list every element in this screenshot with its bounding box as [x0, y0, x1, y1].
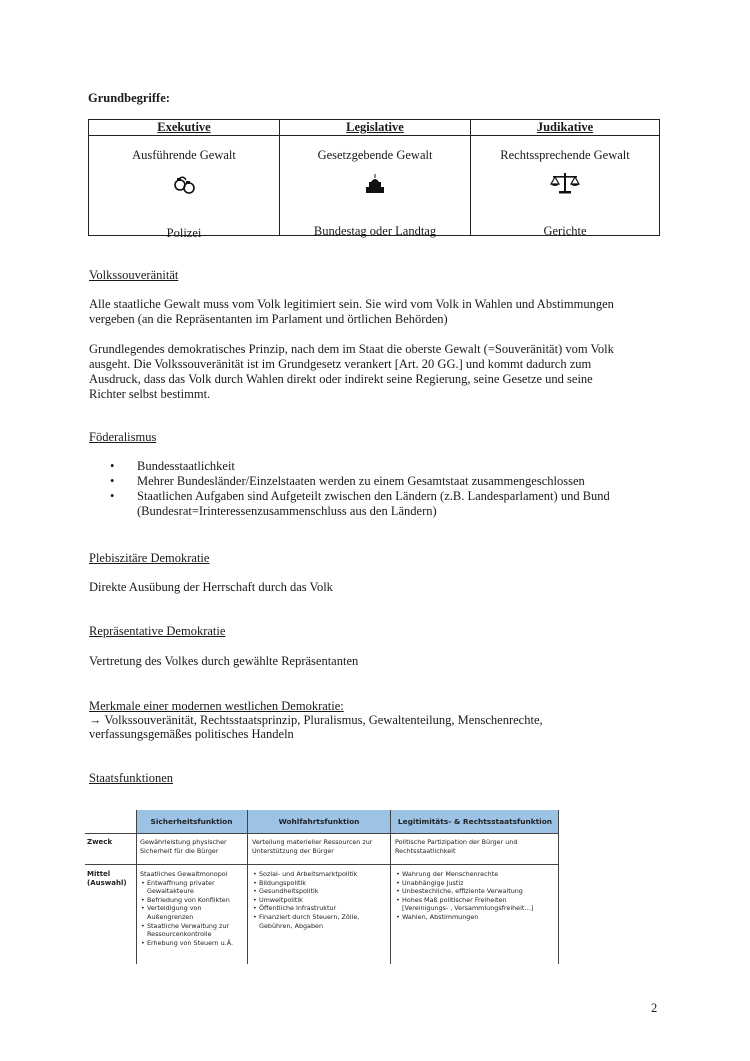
- mittel-wohlfahrt: [252, 870, 388, 930]
- volkssouveraenitaet-paragraph-1: [89, 297, 669, 327]
- handcuffs-icon: [89, 170, 279, 196]
- cell-text: Sicherheit für die Bürger: [140, 846, 219, 855]
- list-item: [259, 904, 388, 913]
- cell-text: • Bildungspolitik: [259, 878, 306, 887]
- cell-text: Staatliches Gewaltmonopol: [140, 870, 228, 878]
- row-label-zweck: Zweck: [87, 838, 113, 846]
- list-item-text: • Staatlichen Aufgaben sind Aufgeteilt zwischen den Ländern (z.B. Landesparlament) und Bund: [137, 489, 610, 503]
- cell-text: • Gesundheitspolitik: [259, 887, 319, 896]
- cell-text: • Finanziert durch Steuern, Zölle,: [259, 912, 360, 921]
- merkmale-line-2: verfassungsgemäßes politisches Handeln: [89, 727, 294, 741]
- merkmale-heading: Merkmale einer modernen westlichen Demokratie:: [89, 699, 344, 713]
- cell-text: Außengrenzen: [147, 912, 194, 921]
- header-sicherheitsfunktion: Sicherheitsfunktion: [136, 810, 247, 833]
- repraesentativ-heading: Repräsentative Demokratie: [89, 624, 226, 638]
- list-item: [110, 459, 670, 474]
- table-divider: [85, 833, 559, 834]
- list-item: [147, 939, 246, 948]
- cell-text: • Verteidigung von: [147, 904, 202, 913]
- list-item: [110, 489, 670, 519]
- cell-text: • Befriedung von Konflikten: [147, 895, 230, 904]
- cell-text: • Öffentliche Infrastruktur: [259, 904, 337, 913]
- table-header-legislative: Legislative: [279, 120, 470, 136]
- list-item: [259, 870, 388, 879]
- legislative-description: Gesetzgebende Gewalt: [317, 148, 433, 162]
- cell-text: [Vereinigungs- , Versammlungsfreiheit…]: [402, 904, 534, 913]
- list-item: [402, 879, 557, 888]
- mittel-sicherheit: [140, 870, 246, 947]
- volkssouveraenitaet-heading: Volkssouveränität: [89, 268, 179, 282]
- volkssouveraenitaet-paragraph-2: [89, 342, 669, 402]
- row-label-mittel: [87, 870, 127, 888]
- cell-text: • Wahrung der Menschenrechte: [402, 870, 499, 878]
- header-wohlfahrtsfunktion: Wohlfahrtsfunktion: [248, 810, 390, 833]
- exekutive-description: Ausführende Gewalt: [132, 148, 236, 162]
- cell-text: • Hohes Maß politischer Freiheiten: [402, 895, 507, 904]
- cell-text: • Entwaffnung privater: [147, 878, 215, 887]
- table-divider: [85, 864, 559, 865]
- table-header-exekutive: Exekutive: [89, 120, 279, 136]
- exekutive-example: Polizei: [166, 226, 202, 240]
- cell-text: Gewährleistung physischer: [140, 838, 227, 846]
- scales-icon: [471, 170, 659, 196]
- list-item: [259, 879, 388, 888]
- judikative-example: Gerichte: [543, 224, 587, 238]
- list-item: [110, 474, 670, 489]
- list-item: [147, 896, 246, 905]
- cell-text: • Sozial- und Arbeitsmarktpolitik: [259, 870, 358, 878]
- plebiszitaer-text: Direkte Ausübung der Herrschaft durch das Volk: [89, 580, 333, 594]
- mittel-legitimitaet: [395, 870, 557, 922]
- cell-text: Gewaltakteure: [147, 887, 194, 896]
- cell-text: Unterstützung der Bürger: [252, 846, 334, 855]
- text-line: ausgeht. Die Volkssouveränität ist im Grundgesetz verankert [Art. 20 GG.] und kommt dadurch zum: [89, 357, 592, 371]
- staatsfunktionen-heading: Staatsfunktionen: [89, 771, 174, 785]
- list-item: [259, 887, 388, 896]
- cell-text: Verteilung materieller Ressourcen zur: [252, 838, 373, 846]
- cell-text: Rechtsstaatlichkeit: [395, 846, 456, 855]
- list-item-text: (Bundesrat=Irinteressenzusammenschluss aus den Ländern): [137, 504, 437, 518]
- page-number: 2: [651, 1001, 658, 1015]
- list-item: [402, 870, 557, 879]
- foederalismus-heading: Föderalismus: [89, 430, 157, 444]
- mittel-list: [140, 879, 246, 948]
- table-cell-exekutive: [89, 136, 279, 240]
- text-line: Richter selbst bestimmt.: [89, 387, 211, 401]
- header-legitimitaetsfunktion: Legitimitäts- & Rechtsstaatsfunktion: [391, 810, 559, 833]
- cell-text: • Unabhängige Justiz: [402, 878, 464, 887]
- list-item: [402, 896, 557, 913]
- mittel-list: [395, 870, 557, 922]
- cell-text: • Erhebung von Steuern u.Ä.: [147, 938, 233, 947]
- legislative-example: Bundestag oder Landtag: [313, 224, 437, 238]
- mittel-list: [252, 870, 388, 930]
- cell-text: Politische Partizipation der Bürger und: [395, 838, 518, 846]
- cell-text: • Unbestechliche, effiziente Verwaltung: [402, 887, 523, 896]
- list-item: [147, 904, 246, 921]
- list-item-text: • Bundesstaatlichkeit: [137, 459, 235, 473]
- list-item: [402, 913, 557, 922]
- table-cell-legislative: [279, 136, 470, 238]
- table-header-judikative: Judikative: [470, 120, 659, 136]
- list-item: [259, 913, 388, 930]
- list-item: [402, 887, 557, 896]
- grundbegriffe-heading: Grundbegriffe:: [88, 91, 170, 105]
- judikative-description: Rechtssprechende Gewalt: [500, 148, 630, 162]
- text-line: Grundlegendes demokratisches Prinzip, nach dem im Staat die oberste Gewalt (=Souveränität) vom Volk: [89, 342, 614, 356]
- cell-text: • Umweltpolitik: [259, 895, 303, 904]
- zweck-sicherheit: [140, 838, 245, 855]
- cell-text: Gebühren, Abgaben: [259, 921, 324, 930]
- list-item: [147, 879, 246, 896]
- list-item-text: • Mehrer Bundesländer/Einzelstaaten werden zu einem Gesamtstaat zusammengeschlossen: [137, 474, 585, 488]
- text-line: vergeben (an die Repräsentanten im Parlament und örtlichen Behörden): [89, 312, 448, 326]
- zweck-legitimitaet: [395, 838, 555, 855]
- text-line: Ausdruck, dass das Volk durch Wahlen direkt oder indirekt seine Regierung, seine Gesetze und seine: [89, 372, 593, 386]
- plebiszitaer-heading: Plebiszitäre Demokratie: [89, 551, 210, 565]
- merkmale-line-1: → Volkssouveränität, Rechtsstaatsprinzip, Pluralismus, Gewaltenteilung, Menschenrechte,: [89, 713, 543, 727]
- foederalismus-list: [110, 459, 670, 519]
- parliament-icon: [280, 170, 470, 196]
- repraesentativ-text: Vertretung des Volkes durch gewählte Repräsentanten: [89, 654, 359, 668]
- gewaltenteilung-table: [88, 119, 660, 240]
- text-line: Alle staatliche Gewalt muss vom Volk legitimiert sein. Sie wird vom Volk in Wahlen und Abstimmungen: [89, 297, 614, 311]
- staatsfunktionen-table: [85, 810, 559, 964]
- cell-text: • Staatliche Verwaltung zur: [147, 921, 230, 930]
- zweck-wohlfahrt: [252, 838, 388, 855]
- list-item: [147, 922, 246, 939]
- cell-text: • Wahlen, Abstimmungen: [402, 912, 479, 921]
- cell-text: Ressourcenkontrolle: [147, 930, 212, 939]
- table-cell-judikative: [470, 136, 659, 238]
- row-label-text: Mittel: [87, 870, 111, 878]
- row-label-text: (Auswahl): [87, 879, 127, 887]
